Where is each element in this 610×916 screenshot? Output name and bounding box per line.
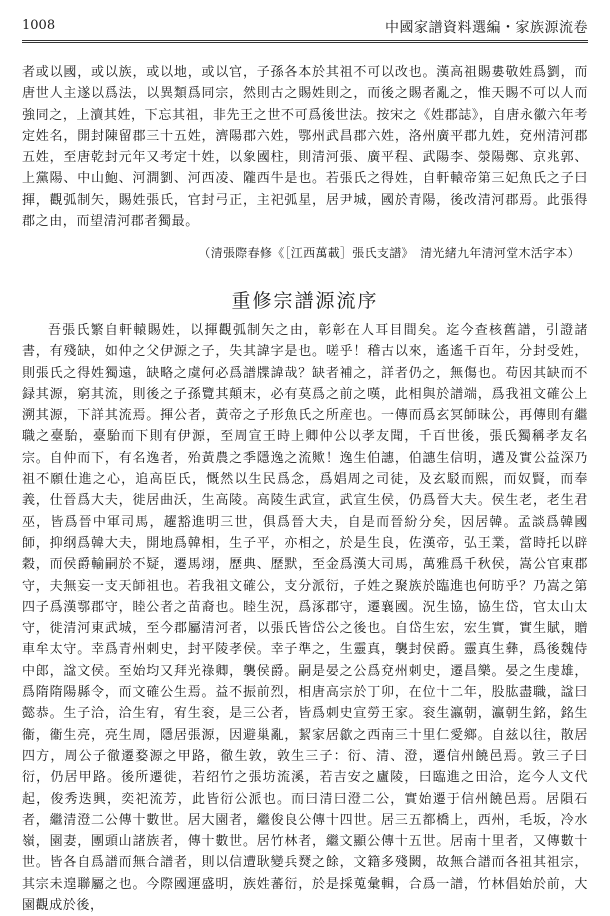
source-citation: （清張際春修《［江西萬載］張氏支譜》 清光緒九年清河堂木活字本）: [198, 246, 580, 260]
running-title: 中國家譜資料選編・家族源流卷: [385, 20, 588, 36]
page-header: [22, 16, 588, 38]
intro-paragraph: 者或以國，或以族，或以地，或以官，子孫各本於其祖不可以改也。漢高祖賜婁敬姓爲劉，而唐世人主遂以爲法，以異類爲同宗，然則古之賜姓則之，而後之賜者亂之，惟天賜不可以人而強同之，上瀆其姓，下忘其祖，非先王之世不可爲後世法。按宋之《姓郡誌》，自唐永徽六年考定姓名，開封陳留郡三十五姓，濟陽郡六姓，鄂州武昌郡六姓，洛州廣平郡九姓，兗州清河郡五姓，至唐乾封元年又考定十姓，以象國柱，則清河張、廣平程、武陽李、滎陽鄭、京兆郭、上黨陽、中山鮑、河澗劉、河西凌、隴西牛是也。若張氏之得姓，自軒轅帝第三妃魚氏之子曰揮，觀弧制矢，賜姓張氏，官封弓正，主祀弧星，居尹城，國於青陽，後改清河郡焉。此張得郡之由，而望清河郡者獨最。: [22, 65, 588, 230]
page-number: 1008: [22, 18, 56, 33]
section-title: 重修宗譜源流序: [231, 290, 379, 312]
header-rule: [22, 40, 588, 41]
preface-body: 吾張氏繁自軒轅賜姓，以揮觀弧制矢之由，彰彰在人耳目間矣。迄今查核舊譜，引證諸書，有殘缺，如仲之父伊源之子，失其諱字是也。嗟乎！稽古以來，遙遙千百年，分封受姓，則張氏之得姓獨遠，缺略之虞何必爲譜牒諱哉？缺者補之，詳者仍之，無傷也。苟因其缺而不録其源，窮其流，則後之子孫覽其顛末，必有莫爲之前之嘆，此相與於譜端，爲我祖文確公上溯其源，下詳其流焉。揮公者，黃帝之子形魚氏之所産也。一傳而爲玄冥師昧公，再傳則有繼職之臺駘，臺駘而下則有伊源，至周宣王時上卿仲公以孝友聞，千百世後，張氏獨稱孝友名宗。自仲而下，有名逸者，殆黃農之季隱逸之流歟！逸生伯譓，伯譓生信明，遘及實公益深乃祖不願仕進之心，追高臣氏，慨然以生民爲念，爲娼周之司徒，及玄駁而熙，而奴賢，而奉義，仕晉爲大夫，徙居曲沃，生高陵。高陵生武宣，武宣生侯，仍爲晉大夫。侯生老，老生君巫，皆爲晉中軍司馬，趯豁進明三世，俱爲晉大夫，自是而晉紛分矣，因居韓。孟談爲韓國師，抑纲爲韓大夫，開地爲韓相，生子平，亦相之，於是生良，佐漢帝，弘王業，當時托以辟穀，而侯爵輸嗣於不疑，遷馬翊，歷典、歷默，至金爲漢大司馬，萬雅爲千秋侯，嵩公官東郡守，夫無妄一支天師祖也。若我祖文確公，支分派衍，子姓之聚族於臨進也何昉乎？乃嵩之第四子爲漢鄠郡守，睦公者之苗裔也。睦生況，爲涿郡守，遷襄國。況生協，協生岱，官太山太守，徙清河東武城，至今郡屬清河者，以張氏皆岱公之後也。自岱生宏，宏生實，實生賦，贈車牟太守。幸爲青州刺史，封平陵孝侯。幸子準之，生靈真，襲封侯爵。靈真生彝，爲後魏侍中郎，諡文侯。至始均又拜光祿卿，襲侯爵。嗣是晏之公爲兗州刺史，遷昌樂。晏之生虔雄，爲隋隋陽縣令，而文確公生焉。益不振前烈，相唐高宗於丁卯，在位十二年，股肱盡職，諡曰懿恭。生子洽，洽生宥，宥生衮，是三公者，皆爲刺史宣勞王家。衮生瀛朝，瀛朝生銘，銘生衞，衞生亮，亮生周，隱居張源，因避巢亂，絜家居歙之西南三十里仁愛鄉。自兹以往，散居四方，周公子徹遷婺源之甲路，徹生敦，敦生三子：衍、清、澄，遷信州饒邑焉。敦三子曰衍，仍居甲路。後所遷徙，若绍竹之張坊流溪，若吉安之廬陵，曰臨進之田洽，迄今人文代起，俊秀迭興，奕祀流芳，此皆衍公派也。而曰清曰澄二公，實始遷于信州饒邑焉。居隕石者，繼清澄二公傳十數世。居大園者，繼俊良公傳十四世。居三五都橋上，西州，毛坂，冷水嶺，園妻，團頭山諸族者，傳十數世。居竹林者，繼文顯公傳十五世。居南十里者，又傳數十世。皆各自爲譜而無合譜者，則以信遭耿變兵燹之餘，文籍多殘闕，故無合譜而各祖其祖宗，其宗未遑聯屬之也。今際國運盛明，族姓蕃衍，於是採蒐彙輯，合爲一譜，竹林倡始於前，大園觀成於後，: [22, 323, 588, 914]
header-rule-secondary: [22, 42, 588, 43]
